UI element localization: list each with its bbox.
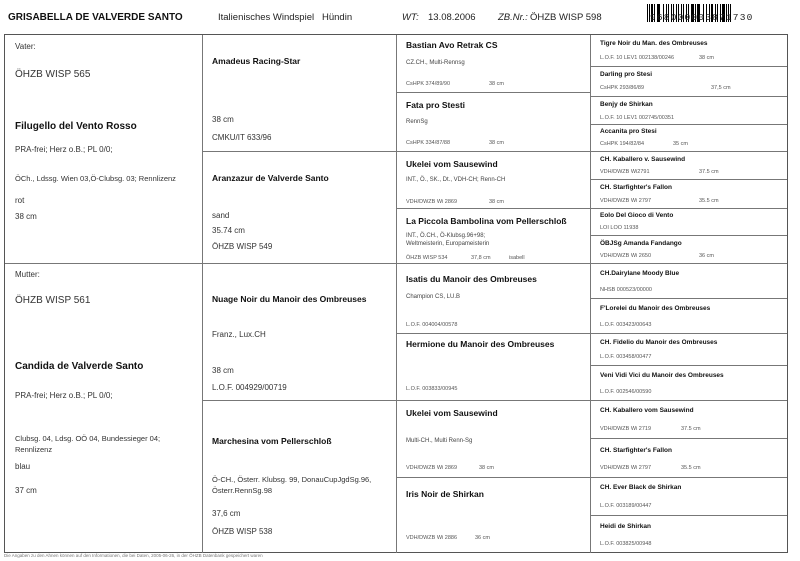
g3-cell-8 <box>397 478 591 553</box>
g3-cell-6 <box>397 334 591 401</box>
g4-cell-12 <box>591 366 787 401</box>
g2-name-2: Aranzazur de Valverde Santo <box>212 173 329 183</box>
g4-cell-16 <box>591 516 787 553</box>
g3-titles-3: INT., Ö., SK., Dt., VDH-CH; Renn-CH <box>406 177 506 183</box>
g4-reg-3: L.O.F. 10 LEV1 002745/00351 <box>600 115 675 121</box>
g4-cell-5 <box>591 152 787 180</box>
g3-name-8: Iris Noir de Shirkan <box>406 489 484 499</box>
g4-cell-2 <box>591 67 787 97</box>
g3-cell-2 <box>397 93 591 152</box>
sire-label: Vater: <box>15 42 36 51</box>
g2-name-4: Marchesina vom Pellerschloß <box>212 436 332 446</box>
g4-name-9: CH.Dairylane Moody Blue <box>600 270 680 277</box>
pedigree-header <box>0 0 800 34</box>
g4-reg-7: LOI LOO 11938 <box>600 225 639 231</box>
g4-name-12: Veni Vidi Vici du Manoir des Ombreuses <box>600 372 724 379</box>
dam-label: Mutter: <box>15 270 40 279</box>
g2-reg-1: CMKU/IT 633/96 <box>212 133 272 142</box>
g3-reg-2: CsHPK 334/87/88 <box>406 140 451 146</box>
g4-height-13: 37.5 cm <box>681 426 701 432</box>
g3-height-8: 36 cm <box>475 535 490 541</box>
g3-height-7: 38 cm <box>479 465 494 471</box>
pedigree-table <box>4 34 788 553</box>
g3-name-3: Ukelei vom Sausewind <box>406 159 498 169</box>
zb-label: ZB.Nr.: <box>498 12 528 23</box>
sire-color: rot <box>15 196 25 205</box>
g2-height-4: 37,6 cm <box>212 509 241 518</box>
wt-date: 13.08.2006 <box>428 12 476 23</box>
g2-reg-3: L.O.F. 004929/00719 <box>212 383 287 392</box>
g2-name-1: Amadeus Racing-Star <box>212 56 301 66</box>
g3-reg-7: VDH/DWZB Wi 2869 <box>406 465 458 471</box>
dam-height: 37 cm <box>15 486 37 495</box>
dam-sire-cell <box>203 264 397 401</box>
g4-name-11: CH. Fidelio du Manoir des Ombreuses <box>600 339 718 346</box>
g4-reg-5: VDH/DWZB Wi2791 <box>600 169 650 175</box>
g3-cell-5 <box>397 264 591 334</box>
g3-titles-5: Champion CS, LU.B <box>406 294 461 300</box>
sire-height: 38 cm <box>15 212 37 221</box>
dam-name: Candida de Valverde Santo <box>15 361 144 372</box>
g3-titles-2: RennSg <box>406 119 428 125</box>
g3-reg-4: ÖHZB WISP 534 <box>406 255 448 261</box>
g4-reg-13: VDH/DWZB Wi 2719 <box>600 426 652 432</box>
g4-cell-14 <box>591 439 787 478</box>
g4-name-10: F'Lorelei du Manoir des Ombreuses <box>600 305 711 312</box>
sire-name: Filugello del Vento Rosso <box>15 121 137 132</box>
g4-name-13: CH. Kaballero vom Sausewind <box>600 407 694 414</box>
g3-reg-6: L.O.F. 003833/00945 <box>406 386 458 392</box>
dam-cell <box>5 264 203 553</box>
g3-titles-4b: Weltmeisterin, Europameisterin <box>406 241 490 247</box>
dam-reg: ÖHZB WISP 561 <box>15 295 91 306</box>
dam-titles-2: Rennlizenz <box>15 445 53 454</box>
g4-cell-3 <box>591 97 787 125</box>
g4-reg-2: CsHPK 293/86/89 <box>600 85 645 91</box>
sire-sire-cell <box>203 35 397 152</box>
g4-reg-4: CsHPK 194/82/84 <box>600 141 645 147</box>
g2-color-2: sand <box>212 211 230 220</box>
g2-name-3: Nuage Noir du Manoir des Ombreuses <box>212 294 367 304</box>
g3-height-4: 37,8 cm <box>471 255 491 261</box>
sex: Hündin <box>322 12 353 23</box>
footer-note: Die Angaben zu den Ahnen können auf den Informationen, die bei Daten, 2005-06-26, in der ÖHZB Datenbank gespeichert waren <box>4 553 263 558</box>
dam-health: PRA-frei; Herz o.B.; PL 0/0; <box>15 391 113 400</box>
g2-reg-2: ÖHZB WISP 549 <box>212 242 273 251</box>
g4-cell-9 <box>591 264 787 299</box>
g3-name-6: Hermione du Manoir des Ombreuses <box>406 339 555 349</box>
g3-name-2: Fata pro Stesti <box>406 100 466 110</box>
dam-titles-1: Clubsg. 04, Ldsg. OÖ 04, Bundessieger 04; <box>15 434 161 443</box>
g3-titles-7: Multi-CH., Multi Renn-Sg <box>406 438 473 444</box>
g4-name-4: Accanita pro Stesi <box>600 128 657 135</box>
sire-titles: ÖCh., Ldssg. Wien 03,Ö-Clubsg. 03; Rennlizenz <box>15 174 176 183</box>
g4-name-3: Benjy de Shirkan <box>600 101 653 108</box>
g4-name-15: CH. Ever Black de Shirkan <box>600 484 682 491</box>
g3-titles-4a: INT., Ö.CH., Ö-Klubsg.96+98; <box>406 233 486 239</box>
g3-cell-3 <box>397 152 591 209</box>
g4-name-8: ÖBJSg Amanda Fandango <box>600 240 682 247</box>
sire-health: PRA-frei; Herz o.B.; PL 0/0; <box>15 145 113 154</box>
g2-titles-3: Franz., Lux.CH <box>212 330 266 339</box>
sire-cell <box>5 35 203 264</box>
g4-reg-10: L.O.F. 003423/00643 <box>600 322 652 328</box>
dam-dam-cell <box>203 401 397 553</box>
zb-number: ÖHZB WISP 598 <box>530 12 602 23</box>
breed: Italienisches Windspiel <box>218 12 315 23</box>
g4-name-2: Darling pro Stesi <box>600 71 653 78</box>
g4-height-6: 35.5 cm <box>699 198 719 204</box>
g2-titles-4b: Österr.RennSg.98 <box>212 486 273 495</box>
g2-titles-4a: Ö-CH., Österr. Klubsg. 99, DonauCupJgdSg.96, <box>212 475 372 484</box>
g3-cell-1 <box>397 35 591 93</box>
g3-height-2: 38 cm <box>489 140 504 146</box>
g4-cell-6 <box>591 180 787 209</box>
g4-name-7: Eolo Del Gioco di Vento <box>600 212 674 219</box>
g4-height-1: 38 cm <box>699 55 714 61</box>
g3-name-1: Bastian Avo Retrak CS <box>406 40 498 50</box>
g4-reg-14: VDH/DWZB Wi 2797 <box>600 465 652 471</box>
g3-name-7: Ukelei vom Sausewind <box>406 408 498 418</box>
g3-reg-3: VDH/DWZB Wi 2869 <box>406 199 458 205</box>
barcode-number: 968000003871730 <box>650 12 754 23</box>
g3-name-5: Isatis du Manoir des Ombreuses <box>406 274 537 284</box>
g4-name-14: CH. Starfighter's Fallon <box>600 447 672 454</box>
wt-label: WT: <box>402 12 419 23</box>
g4-name-6: CH. Starfighter's Fallon <box>600 184 672 191</box>
g4-reg-12: L.O.F. 002546/00590 <box>600 389 652 395</box>
g4-reg-11: L.O.F. 003458/00477 <box>600 354 652 360</box>
g3-color-4: isabell <box>509 255 525 261</box>
dog-name: GRISABELLA DE VALVERDE SANTO <box>8 12 183 23</box>
g4-cell-13 <box>591 401 787 439</box>
sire-reg: ÖHZB WISP 565 <box>15 69 91 80</box>
g4-height-4: 35 cm <box>673 141 688 147</box>
g4-height-5: 37.5 cm <box>699 169 719 175</box>
g2-reg-4: ÖHZB WISP 538 <box>212 527 273 536</box>
g4-name-16: Heidi de Shirkan <box>600 523 651 530</box>
g4-cell-7 <box>591 209 787 236</box>
g4-reg-6: VDH/DWZB Wi 2797 <box>600 198 652 204</box>
g4-cell-4 <box>591 125 787 152</box>
g3-height-3: 38 cm <box>489 199 504 205</box>
g4-cell-11 <box>591 334 787 366</box>
sire-dam-cell <box>203 152 397 264</box>
g4-reg-8: VDH/DWZB Wi 2650 <box>600 253 652 259</box>
g4-cell-15 <box>591 478 787 516</box>
g3-name-4: La Piccola Bambolina vom Pellerschloß <box>406 216 567 226</box>
g2-height-1: 38 cm <box>212 115 234 124</box>
g4-name-5: CH. Kaballero v. Sausewind <box>600 156 686 163</box>
g4-height-14: 35.5 cm <box>681 465 701 471</box>
g4-cell-8 <box>591 236 787 264</box>
g2-height-3: 38 cm <box>212 366 234 375</box>
g4-reg-15: L.O.F. 003189/00447 <box>600 503 652 509</box>
g4-height-8: 36 cm <box>699 253 714 259</box>
g3-cell-4 <box>397 209 591 264</box>
dam-color: blau <box>15 462 31 471</box>
g4-reg-1: L.O.F. 10 LEV1 002138/00246 <box>600 55 675 61</box>
g3-cell-7 <box>397 401 591 478</box>
g3-reg-8: VDH/DWZB Wi 2886 <box>406 535 458 541</box>
g4-reg-9: NHSB 000523/00000 <box>600 287 652 293</box>
g3-reg-1: CsHPK 374/89/90 <box>406 81 451 87</box>
g4-cell-1 <box>591 35 787 67</box>
g3-height-1: 38 cm <box>489 81 504 87</box>
g3-reg-5: L.O.F. 004004/00578 <box>406 322 458 328</box>
g3-titles-1: CZ.CH., Multi-Rennsg <box>406 60 465 66</box>
g4-reg-16: L.O.F. 003825/00948 <box>600 541 652 547</box>
g4-cell-10 <box>591 299 787 334</box>
g4-height-2: 37,5 cm <box>711 85 731 91</box>
g2-height-2: 35.74 cm <box>212 226 245 235</box>
g4-name-1: Tigre Noir du Man. des Ombreuses <box>600 40 708 47</box>
